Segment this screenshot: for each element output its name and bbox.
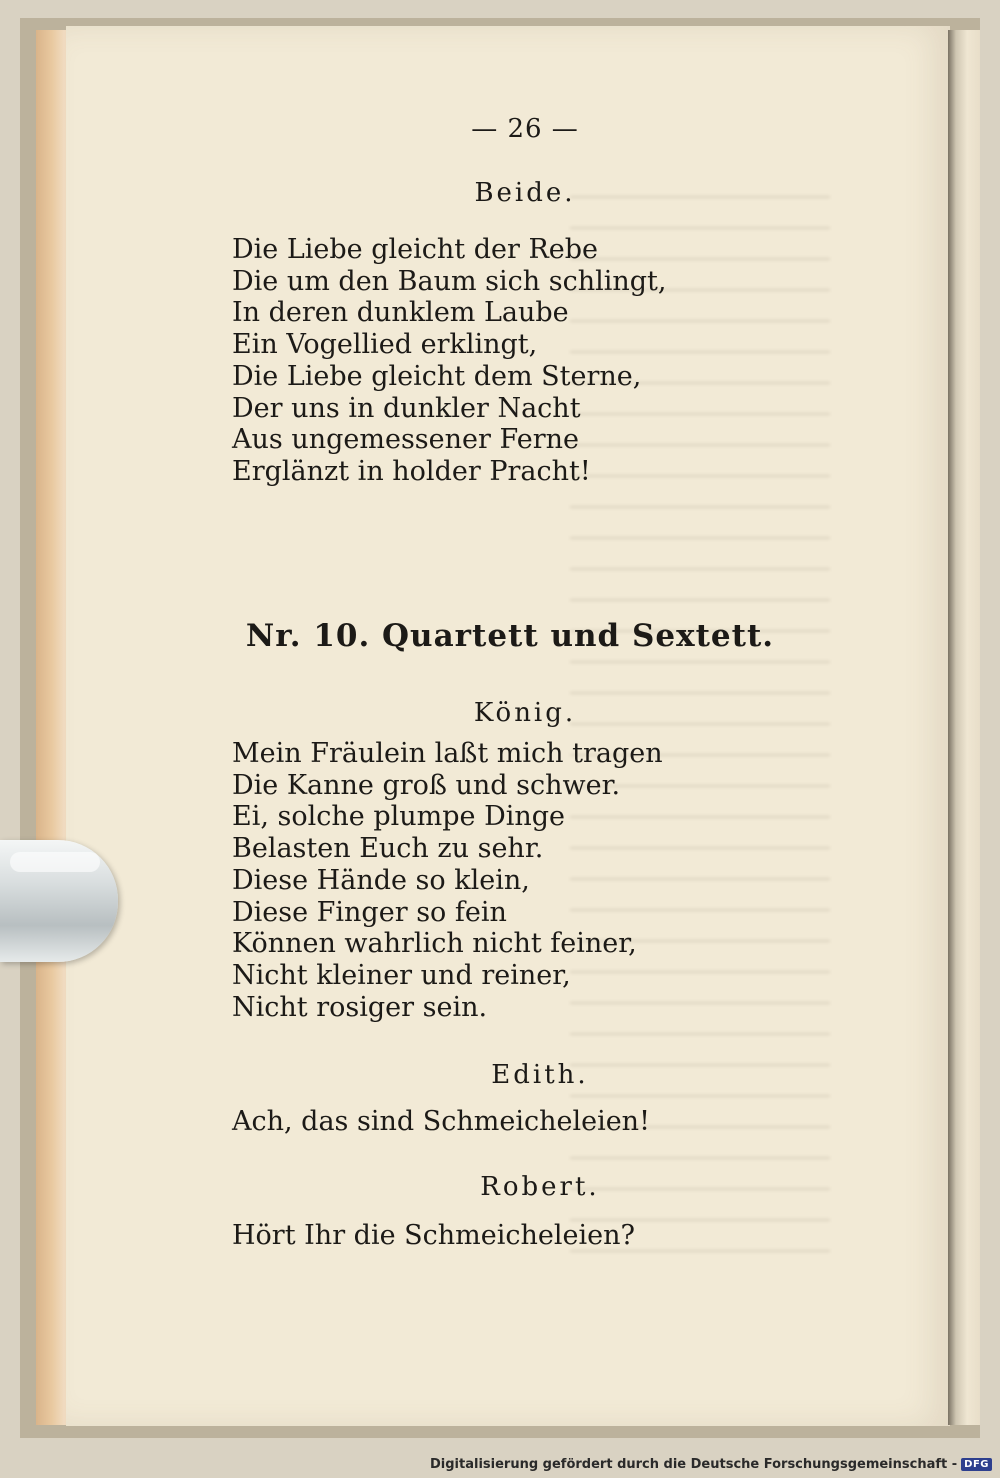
dfg-logo-icon: DFG: [961, 1458, 992, 1471]
verse-line: Die Kanne groß und schwer.: [232, 769, 621, 801]
verse-line: Ein Vogellied erklingt,: [232, 329, 538, 361]
verse-line: Diese Hände so klein,: [232, 864, 530, 896]
verse-block-koenig: [232, 738, 663, 1023]
verse-line: Mein Fräulein laßt mich tragen: [232, 738, 663, 769]
verse-line: Nicht kleiner und reiner,: [232, 959, 571, 991]
verse-block-beide: [232, 234, 667, 488]
speaker-koenig: König.: [473, 698, 577, 728]
speaker-robert: Robert.: [480, 1172, 600, 1202]
verse-line: In deren dunklem Laube: [232, 297, 569, 329]
verse-line-robert: Hört Ihr die Schmeicheleien?: [232, 1220, 635, 1251]
verse-line-edith: Ach, das sind Schmeicheleien!: [232, 1106, 650, 1137]
verse-line: Die Liebe gleicht dem Sterne,: [232, 360, 642, 392]
digitization-footer: [430, 1457, 992, 1472]
verse-line: Ei, solche plumpe Dinge: [232, 801, 566, 833]
speaker-edith: Edith.: [491, 1060, 589, 1090]
verse-line: Die Liebe gleicht der Rebe: [232, 234, 599, 265]
verse-line: Die um den Baum sich schlingt,: [232, 265, 667, 297]
verse-line: Nicht rosiger sein.: [232, 991, 488, 1023]
section-heading: Nr. 10. Quartett und Sextett.: [245, 618, 775, 654]
page-clip: [0, 840, 118, 962]
clip-shine: [10, 852, 100, 872]
verse-line: Erglänzt in holder Pracht!: [232, 455, 591, 487]
verse-line: Diese Finger so fein: [232, 896, 507, 928]
verse-line: Aus ungemessener Ferne: [232, 424, 580, 456]
footer-text: Digitalisierung gefördert durch die Deutsche Forschungsgemeinschaft -: [430, 1457, 958, 1472]
facing-page-edge: [948, 30, 980, 1425]
verse-line: Der uns in dunkler Nacht: [232, 392, 581, 424]
speaker-beide: Beide.: [474, 178, 576, 208]
verse-line: Können wahrlich nicht feiner,: [232, 928, 637, 960]
verse-line: Belasten Euch zu sehr.: [232, 833, 544, 865]
page-number: — 26 —: [471, 114, 579, 144]
